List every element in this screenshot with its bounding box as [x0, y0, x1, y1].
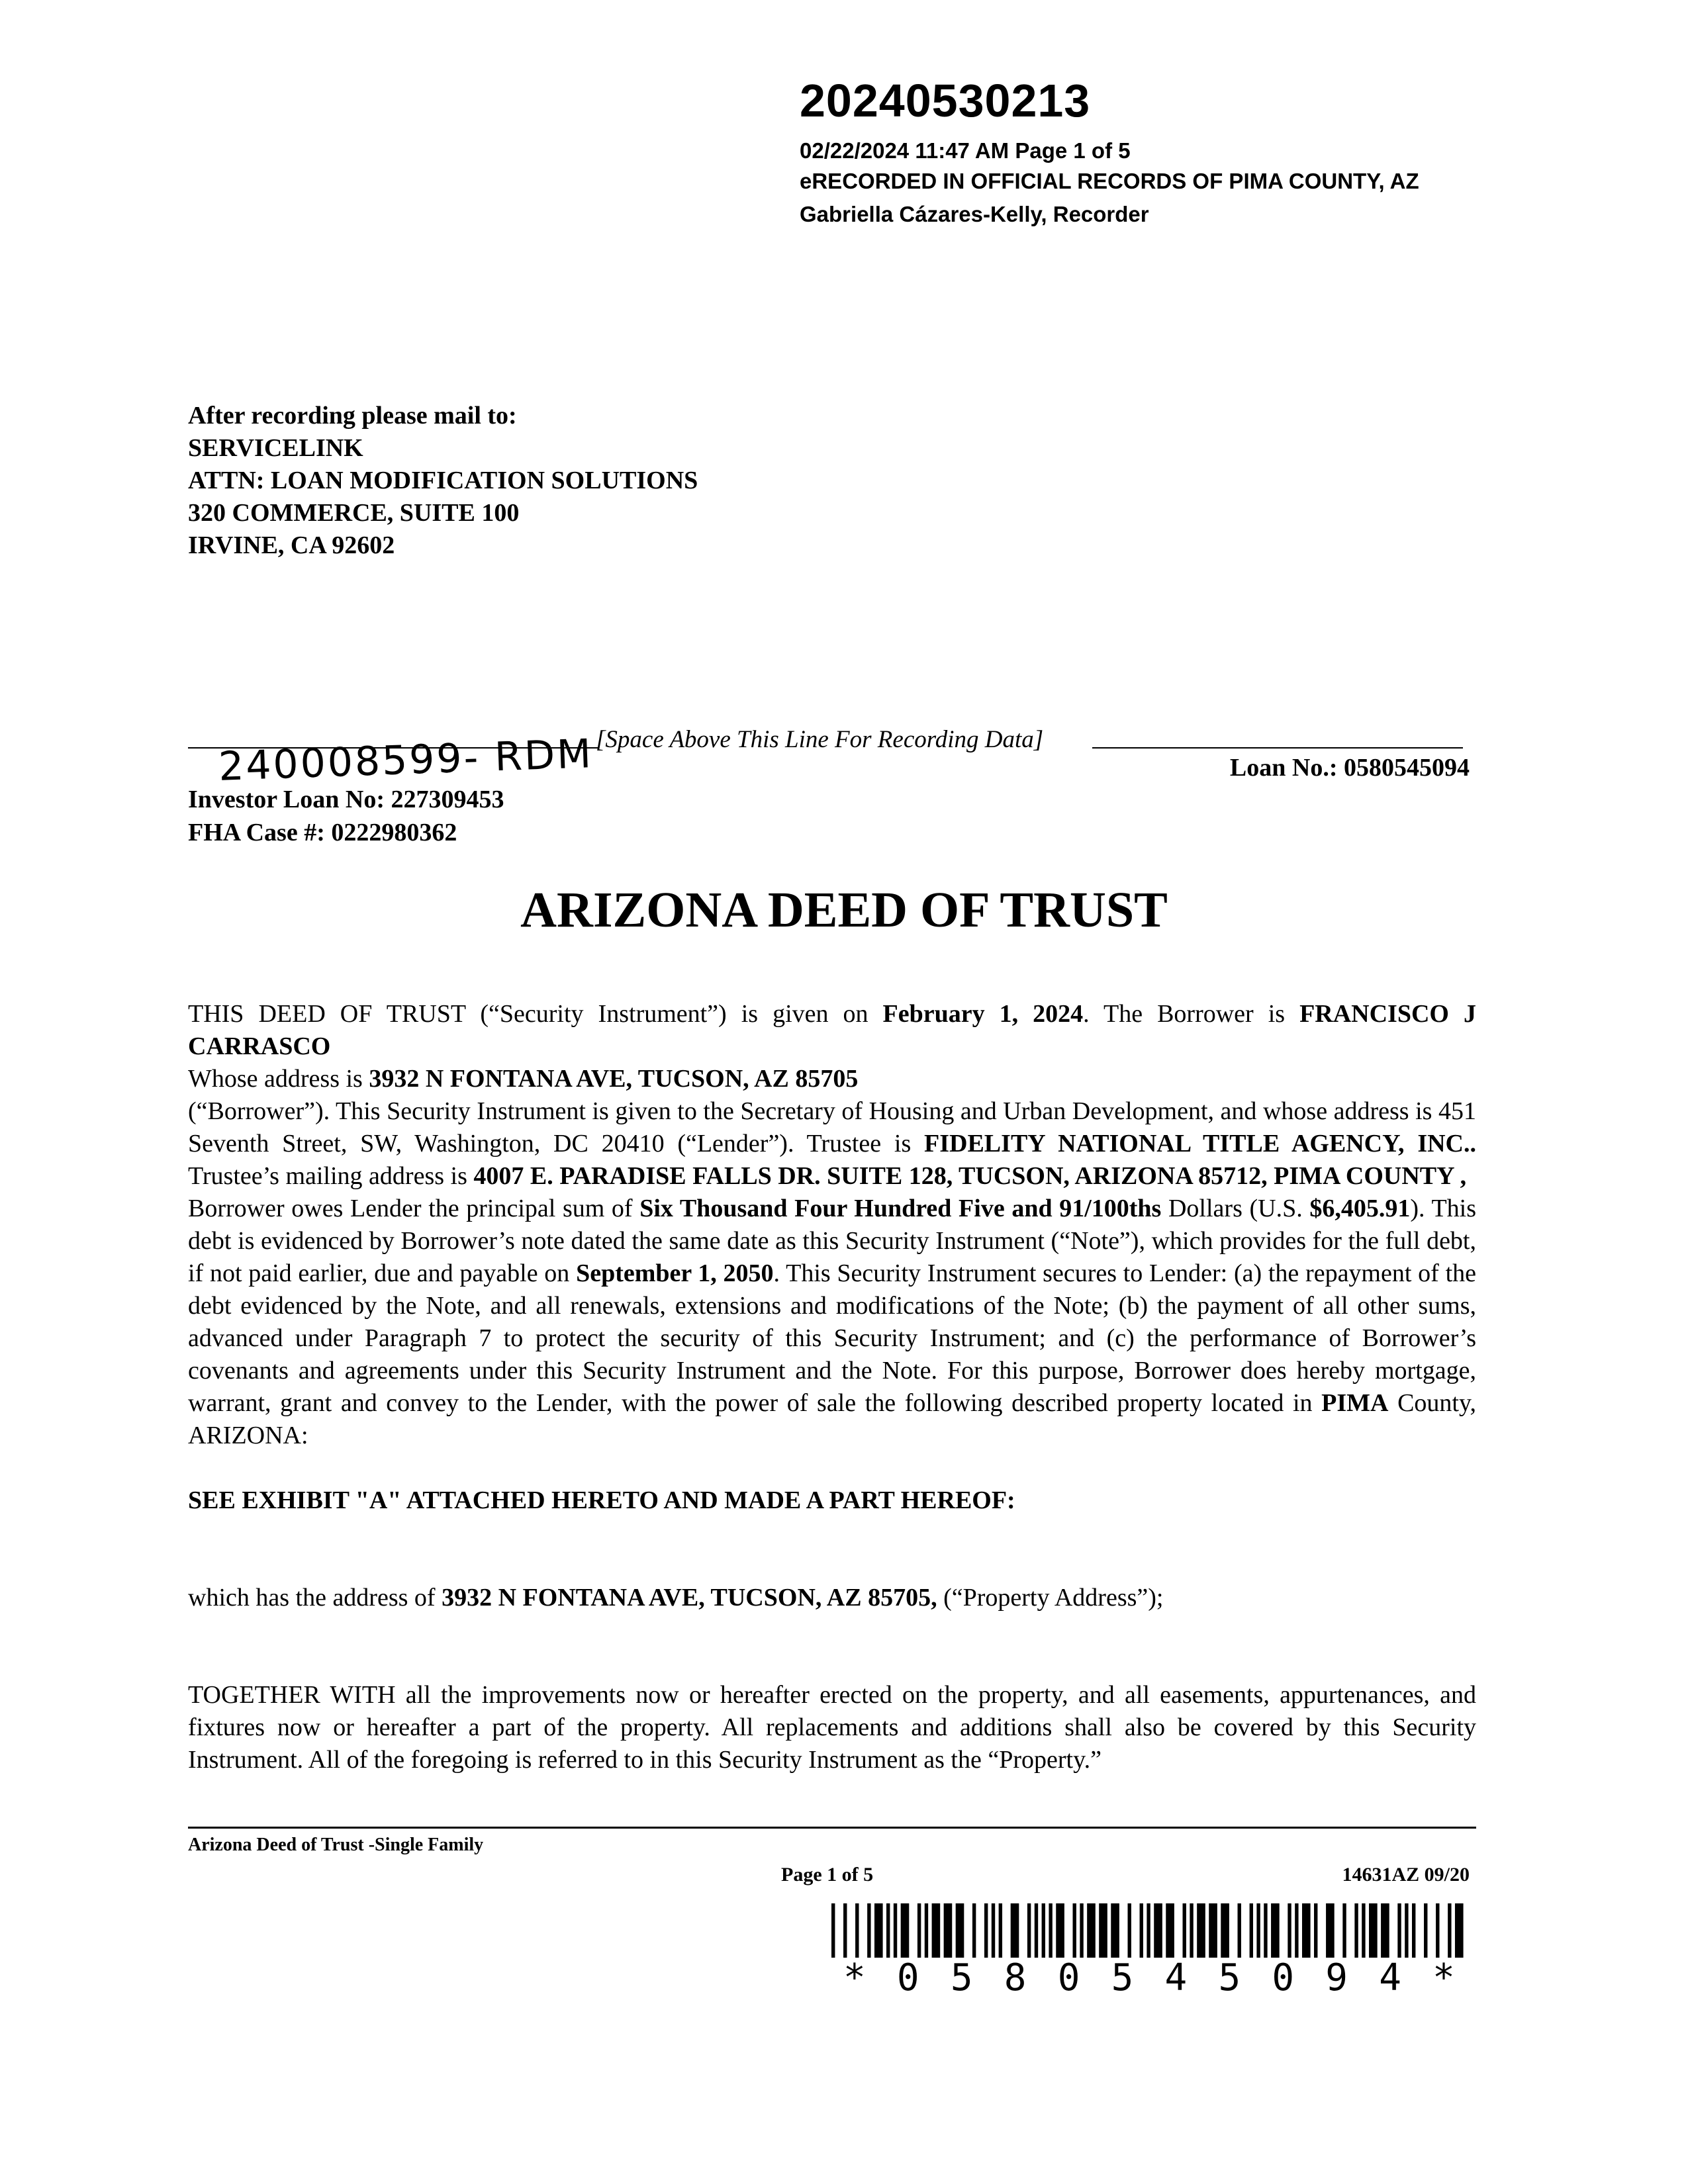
- barcode-bar: [1238, 1903, 1241, 1958]
- investor-loan-number: Investor Loan No: 227309453: [188, 786, 504, 813]
- recorder-name: Gabriella Cázares-Kelly, Recorder: [800, 202, 1149, 226]
- text-run: . The Borrower is: [1083, 1000, 1300, 1028]
- barcode-bar: [1042, 1903, 1045, 1958]
- barcode-bar: [972, 1903, 976, 1958]
- recording-datetime: 02/22/2024 11:47 AM Page 1 of 5: [800, 138, 1131, 163]
- text-run: Borrower owes Lender the principal sum of: [188, 1195, 640, 1222]
- mail-to-heading: After recording please mail to:: [188, 402, 517, 430]
- exhibit-text: SEE EXHIBIT "A" ATTACHED HERETO AND MADE A PART HEREOF:: [188, 1486, 1015, 1514]
- footer-form-name: Arizona Deed of Trust -Single Family: [188, 1835, 484, 1855]
- barcode-bar: [999, 1903, 1002, 1958]
- text-run: Whose address is: [188, 1065, 369, 1093]
- document-body: [188, 998, 1476, 1776]
- text-run: (“Borrower”). This Security Instrument is given to the Secretary of Housing and Urban Development, and whose address is 451 Seventh Street, SW, Washington, DC 20410 (“Lender”). Trustee is: [188, 1097, 1476, 1158]
- barcode-bar: [1397, 1903, 1401, 1958]
- barcode-bar: [1455, 1903, 1464, 1958]
- barcode-char: *: [1432, 1956, 1455, 1999]
- barcode-bar: [1197, 1903, 1205, 1958]
- barcode-char: 0: [1057, 1956, 1080, 1999]
- handwritten-note: 240008599- RDM: [217, 731, 594, 790]
- barcode-char: 5: [1111, 1956, 1134, 1999]
- barcode-char: 8: [1004, 1956, 1027, 1999]
- barcode-char: 4: [1164, 1956, 1188, 1999]
- barcode-bar: [1354, 1903, 1358, 1958]
- barcode-bar: [1035, 1903, 1038, 1958]
- barcode-bar: [886, 1903, 890, 1958]
- text-run: Trustee’s mailing address is: [188, 1162, 474, 1190]
- barcode-bar: [1405, 1903, 1408, 1958]
- paragraph-principal: [188, 1193, 1476, 1452]
- barcode-bar: [1073, 1903, 1076, 1958]
- separator-rule-right: [1092, 747, 1463, 749]
- barcode-char: 5: [1218, 1956, 1241, 1999]
- barcode-bar: [1080, 1903, 1083, 1958]
- barcode-bar: [1011, 1903, 1019, 1958]
- barcode-bar: [932, 1903, 941, 1958]
- exhibit-reference: [188, 1484, 1476, 1517]
- barcode-bar: [984, 1903, 988, 1958]
- text-run: County, ARIZONA:: [188, 1389, 1477, 1449]
- barcode-bar: [1111, 1903, 1119, 1958]
- barcode-char: 4: [1379, 1956, 1401, 1999]
- barcode-text: [831, 1956, 1467, 1999]
- text-run: Dollars (U.S.: [1161, 1195, 1310, 1222]
- footer-rule: [188, 1827, 1476, 1829]
- barcode-bar: [992, 1903, 995, 1958]
- county-name: PIMA: [1321, 1389, 1389, 1417]
- barcode-bar: [1412, 1903, 1415, 1958]
- barcode-bar: [874, 1903, 883, 1958]
- trustee-name: FIDELITY NATIONAL TITLE AGENCY, INC..: [924, 1130, 1476, 1158]
- barcode-bar: [1302, 1903, 1311, 1958]
- footer-page-number: Page 1 of 5: [781, 1864, 874, 1886]
- barcode-bar: [1264, 1903, 1267, 1958]
- mail-to-block: [188, 400, 698, 562]
- barcode-bar: [1381, 1903, 1389, 1958]
- borrower-name: FRANCISCO J CARRASCO: [188, 1000, 1476, 1060]
- loan-number: Loan No.: 0580545094: [1229, 754, 1470, 782]
- barcode-bar: [1369, 1903, 1378, 1958]
- barcode-bar: [831, 1903, 835, 1958]
- amount-numeric: $6,405.91: [1309, 1195, 1411, 1222]
- paragraph-intro: [188, 998, 1476, 1063]
- barcode-bar: [1256, 1903, 1260, 1958]
- barcode-bar: [901, 1903, 910, 1958]
- mail-to-line: SERVICELINK: [188, 434, 363, 462]
- barcode-bar: [1056, 1903, 1064, 1958]
- barcode-bar: [925, 1903, 928, 1958]
- barcode-char: 9: [1325, 1956, 1348, 1999]
- barcode-char: *: [843, 1956, 866, 1999]
- recording-number: 20240530213: [800, 75, 1091, 126]
- due-date: September 1, 2050: [576, 1259, 774, 1287]
- instrument-date: February 1, 2024: [882, 1000, 1084, 1028]
- barcode-bar: [894, 1903, 897, 1958]
- paragraph-borrower-address: [188, 1063, 1476, 1095]
- paragraph-together-with: TOGETHER WITH all the improvements now or hereafter erected on the property, and all easements, appurtenances, and fixtures now or hereafter a part of the property. All replacements and additions shall also be covered by this Security Instrument. All of the foregoing is referred to in this Security Instrument as the “Property.”: [188, 1681, 1476, 1774]
- fha-case-number: FHA Case #: 0222980362: [188, 819, 457, 846]
- barcode-bar: [1209, 1903, 1217, 1958]
- barcode-bar: [917, 1903, 921, 1958]
- barcode-bar: [1424, 1903, 1427, 1958]
- text-run: which has the address of: [188, 1584, 442, 1612]
- text-run: (“Property Address”);: [937, 1584, 1164, 1612]
- barcode-bar: [1183, 1903, 1186, 1958]
- mail-to-line: 320 COMMERCE, SUITE 100: [188, 499, 520, 527]
- text-run: ). This debt is evidenced by Borrower’s note dated the same date as this Security Instrument (“Note”), which provides for the full debt, if not paid earlier, due and payable on: [188, 1195, 1476, 1287]
- recording-office: eRECORDED IN OFFICIAL RECORDS OF PIMA COUNTY, AZ: [800, 169, 1419, 193]
- barcode-bar: [1154, 1903, 1162, 1958]
- text-run: . This Security Instrument secures to Lender: (a) the repayment of the debt evidenced by the Note, and all renewals, extensions and modifications of the Note; (b) the payment of all other sums, advanced under Paragraph 7 to protect the security of this Security Instrument; and (c) the performance of Borrower’s covenants and agreements under this Security Instrument and the Note. For this purpose, Borrower does hereby mortgage, warrant, grant and convey to the Lender, with the power of sale the following described property located in: [188, 1259, 1476, 1417]
- text-run: THIS DEED OF TRUST (“Security Instrument”) is given on: [188, 1000, 883, 1028]
- barcode-bar: [843, 1903, 847, 1958]
- barcode-bar: [1128, 1903, 1131, 1958]
- barcode-bar: [1314, 1903, 1317, 1958]
- trustee-address: 4007 E. PARADISE FALLS DR. SUITE 128, TUCSON, ARIZONA 85712, PIMA COUNTY ,: [473, 1162, 1467, 1190]
- barcode-bar: [956, 1903, 964, 1958]
- barcode-bar: [1326, 1903, 1335, 1958]
- barcode-bar: [1027, 1903, 1031, 1958]
- barcode-bar: [1288, 1903, 1291, 1958]
- amount-words: Six Thousand Four Hundred Five and 91/100ths: [639, 1195, 1162, 1222]
- barcode-graphic: [831, 1903, 1467, 1958]
- barcode-bar: [1049, 1903, 1052, 1958]
- footer-form-code: 14631AZ 09/20: [1342, 1864, 1470, 1886]
- barcode-bar: [1436, 1903, 1439, 1958]
- barcode-char: 0: [896, 1956, 919, 1999]
- barcode-bar: [1271, 1903, 1280, 1958]
- barcode-bar: [1190, 1903, 1193, 1958]
- barcode-bar: [1342, 1903, 1346, 1958]
- barcode-bar: [1166, 1903, 1174, 1958]
- document-title: ARIZONA DEED OF TRUST: [520, 882, 1168, 938]
- barcode-bar: [1250, 1903, 1253, 1958]
- mail-to-line: ATTN: LOAN MODIFICATION SOLUTIONS: [188, 467, 698, 494]
- mail-to-line: IRVINE, CA 92602: [188, 531, 395, 559]
- barcode-bar: [1295, 1903, 1298, 1958]
- barcode-bar: [1099, 1903, 1107, 1958]
- barcode-bar: [1221, 1903, 1229, 1958]
- paragraph-lender-trustee: [188, 1095, 1476, 1193]
- barcode-bar: [855, 1903, 859, 1958]
- borrower-address: 3932 N FONTANA AVE, TUCSON, AZ 85705: [369, 1065, 859, 1093]
- barcode-bar: [1448, 1903, 1451, 1958]
- barcode-bar: [1140, 1903, 1143, 1958]
- property-address: 3932 N FONTANA AVE, TUCSON, AZ 85705,: [442, 1584, 937, 1612]
- recording-space-label: [Space Above This Line For Recording Data]: [596, 726, 1044, 753]
- barcode-bar: [944, 1903, 953, 1958]
- barcode-bar: [1362, 1903, 1365, 1958]
- barcode-char: 5: [950, 1956, 973, 1999]
- barcode-bar: [1147, 1903, 1150, 1958]
- barcode-bar: [867, 1903, 870, 1958]
- barcode-char: 0: [1272, 1956, 1295, 1999]
- paragraph-property-address: [188, 1582, 1476, 1614]
- barcode-bar: [1087, 1903, 1096, 1958]
